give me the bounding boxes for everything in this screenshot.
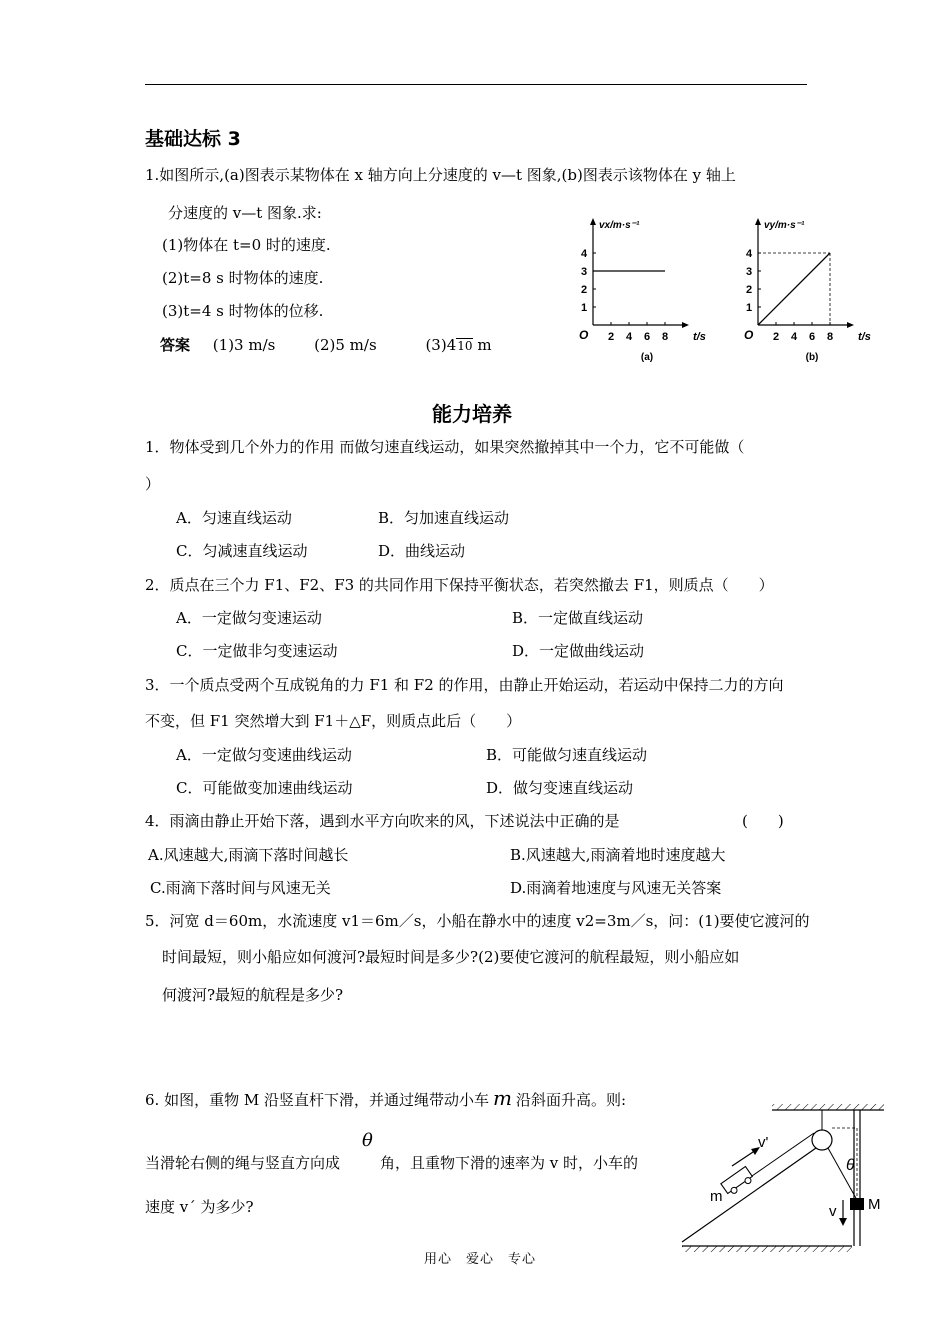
section-title-basic: 基础达标 3 bbox=[145, 128, 241, 150]
chart-b bbox=[740, 212, 890, 364]
q1-part1: (1)物体在 t=0 时的速度. bbox=[162, 236, 331, 254]
s2-q2-text: 2．质点在三个力 F1、F2、F3 的共同作用下保持平衡状态，若突然撤去 F1，则质点（ ） bbox=[145, 576, 774, 594]
s2-q6-line1: 6. 如图，重物 M 沿竖直杆下滑，并通过绳带动小车 m 沿斜面升高。则: bbox=[145, 1086, 627, 1110]
s2-q2-option-a: A．一定做匀变速运动 bbox=[176, 609, 322, 627]
x-tick-label: 6 bbox=[808, 331, 816, 343]
header-rule bbox=[145, 84, 807, 85]
y-tick-label: 1 bbox=[580, 302, 588, 314]
s2-q5-line3: 何渡河?最短的航程是多少? bbox=[162, 986, 344, 1004]
chart-a bbox=[575, 212, 725, 364]
y-tick-label: 3 bbox=[580, 266, 588, 278]
q1-line2: 分速度的 v—t 图象.求: bbox=[168, 204, 322, 222]
s2-q3-line2: 不变，但 F1 突然增大到 F1＋△F，则质点此后（ ） bbox=[145, 712, 522, 730]
y-tick-label: 4 bbox=[580, 248, 588, 260]
s2-q1-option-b: B．匀加速直线运动 bbox=[378, 509, 510, 527]
block-M bbox=[850, 1198, 864, 1210]
ground-hatch bbox=[682, 1246, 852, 1252]
answer-2: (2)5 m/s bbox=[314, 336, 377, 354]
pulley bbox=[812, 1130, 832, 1150]
s2-q3-option-a: A．一定做匀变速曲线运动 bbox=[176, 746, 352, 764]
s2-q1-line1: 1．物体受到几个外力的作用 而做匀速直线运动，如果突然撤掉其中一个力，它不可能做（ bbox=[145, 438, 745, 456]
x-tick-label: 6 bbox=[643, 331, 651, 343]
x-axis-arrow bbox=[847, 322, 854, 328]
cart-m bbox=[721, 1167, 755, 1197]
s2-q4-option-b: B.风速越大,雨滴着地时速度越大 bbox=[510, 846, 726, 864]
pulley-incline-figure bbox=[676, 1100, 890, 1260]
s2-q6-line2a: 当滑轮右侧的绳与竖直方向成 bbox=[145, 1154, 341, 1172]
s2-q4-option-a: A.风速越大,雨滴下落时间越长 bbox=[148, 846, 349, 864]
series-line bbox=[758, 253, 830, 325]
s2-q1-line2: ） bbox=[145, 475, 161, 493]
theta-symbol: θ bbox=[362, 1130, 373, 1151]
s2-q1-option-a: A．匀速直线运动 bbox=[176, 509, 292, 527]
origin-label: O bbox=[579, 328, 589, 342]
s2-q2-option-b: B．一定做直线运动 bbox=[512, 609, 644, 627]
s2-q6-line2b: 角，且重物下滑的速率为 v 时，小车的 bbox=[380, 1154, 639, 1172]
section-title-ability: 能力培养 bbox=[432, 402, 512, 426]
label-M: M bbox=[868, 1196, 881, 1213]
answer-3: (3)410 m bbox=[425, 336, 492, 354]
s2-q5-line2: 时间最短，则小船应如何渡河?最短时间是多少?(2)要使它渡河的航程最短，则小船应如 bbox=[162, 948, 740, 966]
q1-line1: 1.如图所示,(a)图表示某物体在 x 轴方向上分速度的 v—t 图象,(b)图表示该物体在 y 轴上 bbox=[145, 166, 736, 184]
s2-q6-line3: 速度 v´ 为多少? bbox=[145, 1198, 254, 1216]
x-tick-label: 4 bbox=[790, 331, 798, 343]
x-axis-label: t/s bbox=[693, 331, 706, 343]
y-tick-label: 3 bbox=[745, 266, 753, 278]
x-tick-label: 4 bbox=[625, 331, 633, 343]
s2-q1-option-d: D．曲线运动 bbox=[378, 542, 466, 560]
s2-q5-line1: 5．河宽 d＝60m，水流速度 v1＝6m／s，小船在静水中的速度 v2=3m／s，问：(1)要使它渡河的 bbox=[145, 912, 810, 930]
x-axis-label: t/s bbox=[858, 331, 871, 343]
s2-q4-option-c: C.雨滴下落时间与风速无关 bbox=[150, 879, 331, 897]
x-axis-arrow bbox=[682, 322, 689, 328]
label-v: v bbox=[829, 1203, 837, 1220]
sqrt-10: 10 bbox=[457, 339, 473, 353]
rope-right bbox=[828, 1148, 857, 1200]
label-v-prime: v' bbox=[758, 1134, 769, 1151]
page-footer: 用心 爱心 专心 bbox=[424, 1252, 537, 1267]
s2-q2-option-c: C．一定做非匀变速运动 bbox=[176, 642, 338, 660]
x-tick-label: 2 bbox=[772, 331, 780, 343]
origin-label: O bbox=[744, 328, 754, 342]
v-prime-arrow bbox=[732, 1150, 756, 1166]
incline bbox=[682, 1148, 816, 1242]
ceiling-hatch bbox=[772, 1104, 884, 1110]
x-tick-label: 2 bbox=[607, 331, 615, 343]
chart-caption: (a) bbox=[640, 352, 654, 363]
s2-q3-option-b: B．可能做匀速直线运动 bbox=[486, 746, 648, 764]
mass-m-symbol: m bbox=[492, 1086, 512, 1110]
s2-q2-option-d: D．一定做曲线运动 bbox=[512, 642, 645, 660]
q1-answer bbox=[160, 334, 492, 355]
y-axis-arrow bbox=[755, 218, 761, 225]
s2-q4-option-d: D.雨滴着地速度与风速无关答案 bbox=[510, 879, 722, 897]
y-axis-arrow bbox=[590, 218, 596, 225]
s2-q4-text: 4．雨滴由静止开始下落，遇到水平方向吹来的风，下述说法中正确的是 bbox=[145, 812, 620, 830]
s2-q3-line1: 3．一个质点受两个互成锐角的力 F1 和 F2 的作用，由静止开始运动，若运动中保持二力的方向 bbox=[145, 676, 784, 694]
s2-q1-option-c: C．匀减速直线运动 bbox=[176, 542, 308, 560]
q1-part2: (2)t=8 s 时物体的速度. bbox=[162, 269, 324, 287]
y-tick-label: 4 bbox=[745, 248, 753, 260]
label-theta: θ bbox=[846, 1157, 855, 1174]
q1-part3: (3)t=4 s 时物体的位移. bbox=[162, 302, 324, 320]
s2-q4-bracket: ( ) bbox=[742, 812, 784, 830]
x-tick-label: 8 bbox=[661, 331, 669, 343]
y-axis-label: vx/m·s⁻¹ bbox=[599, 220, 640, 231]
y-axis-label: vy/m·s⁻¹ bbox=[764, 220, 805, 231]
y-tick-label: 1 bbox=[745, 302, 753, 314]
y-tick-label: 2 bbox=[745, 284, 753, 296]
s2-q3-option-d: D．做匀变速直线运动 bbox=[486, 779, 634, 797]
x-tick-label: 8 bbox=[826, 331, 834, 343]
chart-caption: (b) bbox=[805, 352, 819, 363]
y-tick-label: 2 bbox=[580, 284, 588, 296]
label-m: m bbox=[710, 1188, 723, 1205]
answer-label: 答案 bbox=[160, 336, 191, 354]
answer-1: (1)3 m/s bbox=[212, 336, 276, 354]
s2-q3-option-c: C．可能做变加速曲线运动 bbox=[176, 779, 353, 797]
